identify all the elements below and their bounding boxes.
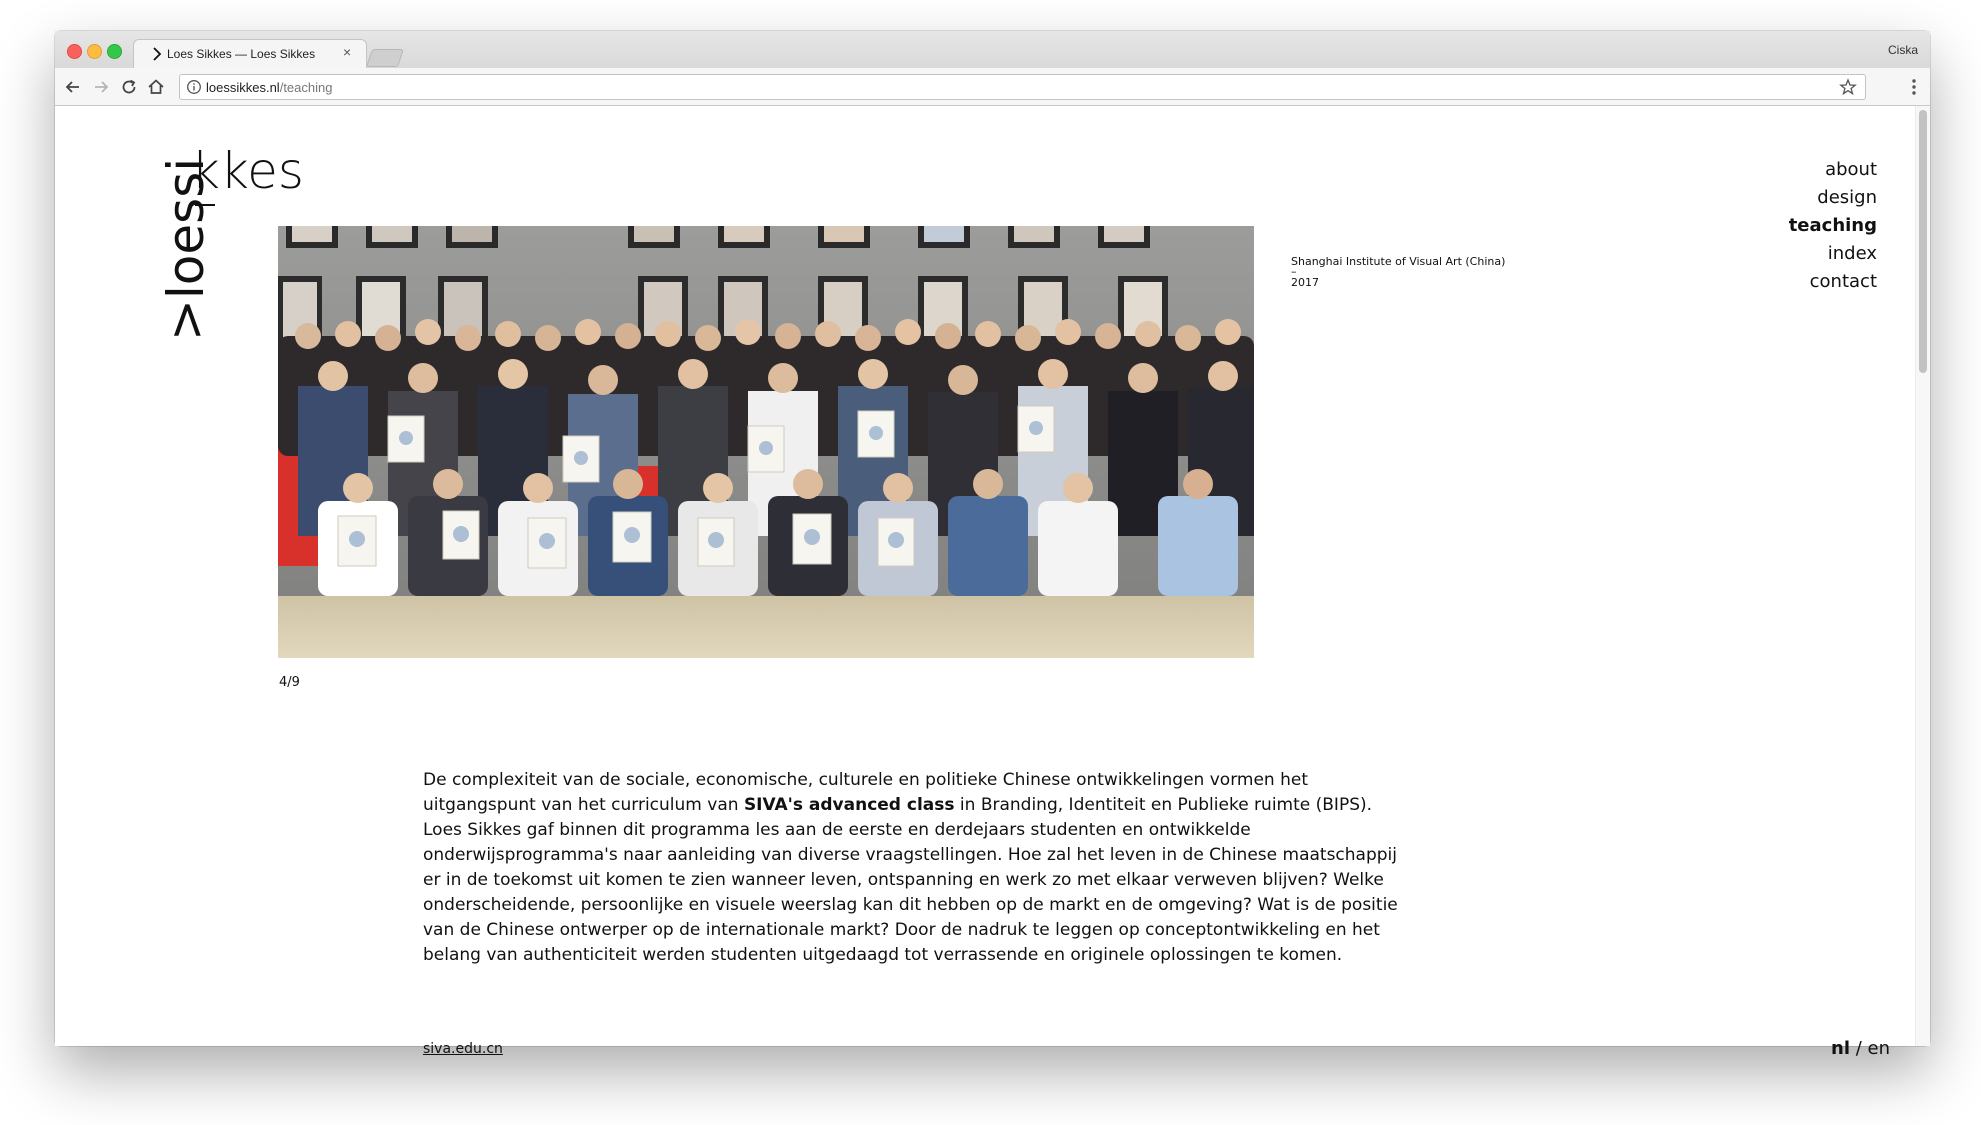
info-icon[interactable] (186, 79, 202, 95)
url-host: loessikkes.nl (206, 80, 280, 95)
bookmark-star-icon[interactable] (1839, 78, 1857, 96)
tab-title: Loes Sikkes — Loes Sikkes (167, 47, 316, 61)
description-part-2: in Branding, Identiteit en Publieke ruimte (BIPS). Loes Sikkes gaf binnen dit programma les aan de eerste en derdejaars studenten en ontwikkelde onderwijsprogramma's naar aanleiding van diverse vraagstellingen. Hoe zal het leven in de Chinese maatschappij er in de toekomst uit komen te zien wanneer leven, ontspanning en werk zo met elkaar verweven blijven? Welke onderscheidende, persoonlijke en visuele weerslag kan dit hebben op de markt en de omgeving? Wat is de positie van de Chinese ontwerper op de internationale markt? Door de nadruk te leggen op conceptontwikkeling en het belang van authenticiteit werden studenten uitgedaagd tot verrassende en originele oplossingen te komen. (423, 795, 1398, 965)
window-minimize-button[interactable] (87, 44, 102, 59)
url-text[interactable] (206, 80, 332, 95)
reload-icon[interactable] (119, 77, 139, 97)
group-photo-illustration (278, 226, 1254, 658)
caption-institute: Shanghai Institute of Visual Art (China) (1291, 255, 1506, 268)
home-icon[interactable] (146, 77, 166, 97)
title-bar (55, 31, 1930, 68)
window-close-button[interactable] (67, 44, 82, 59)
main-navigation (1789, 156, 1877, 296)
nav-item-design[interactable]: design (1817, 187, 1877, 208)
description-part-1: De complexiteit van de sociale, economische, culturele en politieke Chinese ontwikkelingen vormen het uitgangspunt van het curriculum van (423, 770, 1308, 815)
chevron-right-favicon-icon (149, 46, 165, 62)
nav-item-about[interactable]: about (1825, 159, 1877, 180)
language-switch (1831, 1038, 1890, 1059)
nav-item-index[interactable]: index (1827, 243, 1877, 264)
language-en[interactable]: en (1867, 1038, 1890, 1059)
site-logo[interactable] (101, 142, 304, 346)
nav-item-teaching[interactable]: teaching (1788, 215, 1877, 236)
logo-text-top: kkes (191, 142, 304, 200)
address-bar[interactable] (179, 74, 1866, 100)
scrollbar-thumb[interactable] (1919, 110, 1927, 373)
window-maximize-button[interactable] (107, 44, 122, 59)
project-caption (1291, 254, 1505, 290)
description-bold: SIVA's advanced class (743, 795, 955, 815)
logo-text-vertical: >loessi (157, 157, 215, 341)
kebab-menu-icon[interactable] (1906, 77, 1922, 97)
browser-window (55, 31, 1930, 1059)
browser-toolbar (55, 68, 1930, 106)
external-link[interactable]: siva.edu.cn (423, 1041, 503, 1057)
page-viewport (55, 106, 1930, 1059)
new-tab-button[interactable] (366, 49, 404, 67)
project-description (423, 768, 1403, 968)
profile-name[interactable]: Ciska (1887, 43, 1918, 57)
url-path: /teaching (279, 80, 333, 95)
forward-arrow-icon[interactable] (91, 77, 111, 97)
slide-counter: 4/9 (279, 675, 300, 690)
back-arrow-icon[interactable] (63, 77, 83, 97)
scrollbar-track[interactable] (1915, 106, 1930, 1046)
caption-dash: – (1291, 265, 1297, 278)
nav-item-contact[interactable]: contact (1809, 271, 1877, 292)
language-nl[interactable]: nl (1831, 1038, 1850, 1059)
group-photo[interactable] (278, 226, 1254, 658)
tab-close-icon[interactable]: × (343, 44, 352, 60)
caption-year: 2017 (1291, 276, 1319, 289)
language-separator: / (1850, 1038, 1868, 1059)
